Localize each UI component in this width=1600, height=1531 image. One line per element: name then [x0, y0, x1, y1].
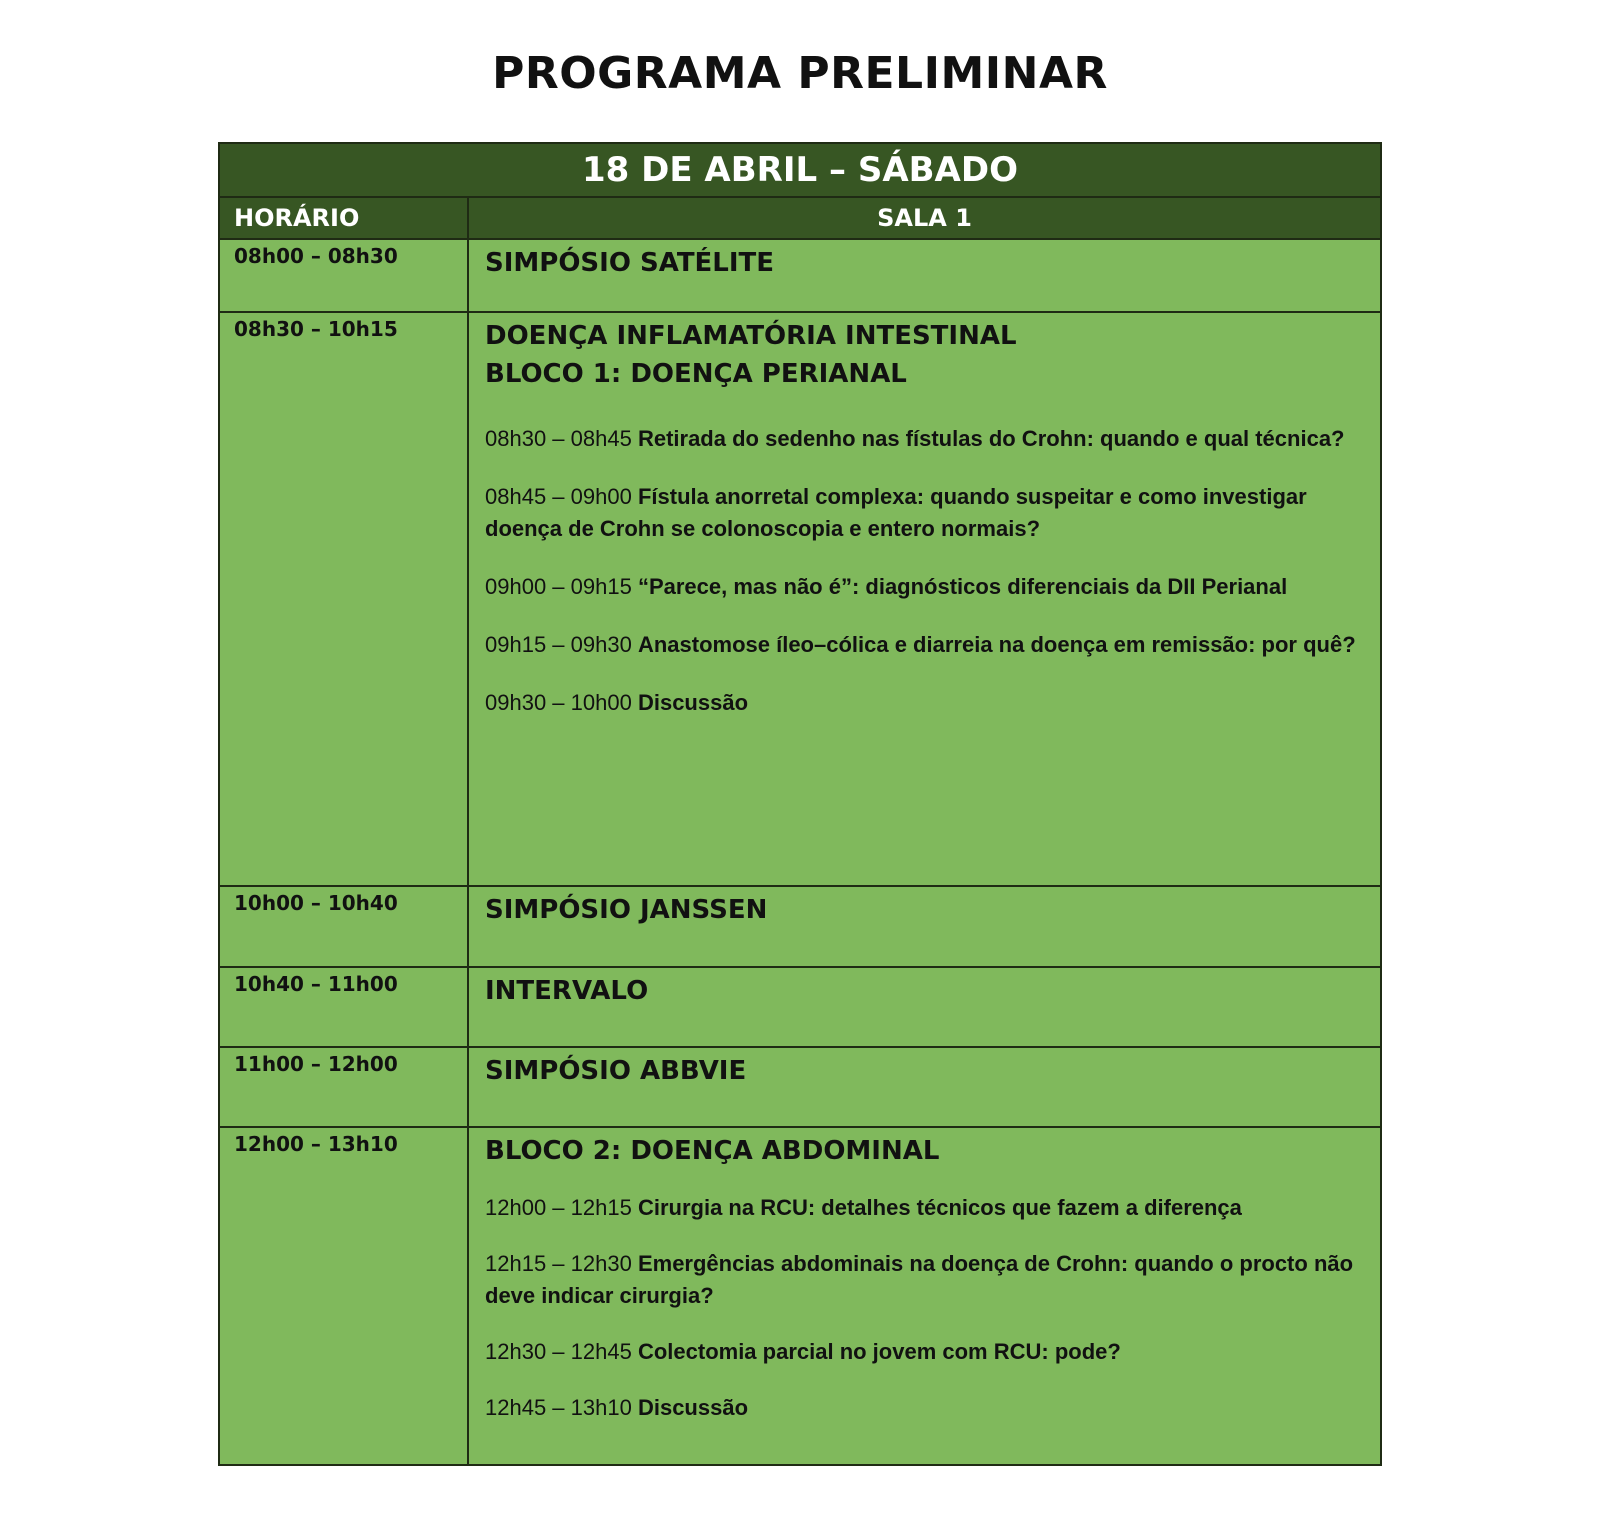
schedule-row — [219, 312, 1381, 886]
column-header-room: SALA 1 — [468, 197, 1381, 239]
talk-title: Discussão — [637, 1395, 749, 1420]
schedule-row — [219, 1047, 1381, 1127]
talk-title: Cirurgia na RCU: detalhes técnicos que fazem a diferença — [637, 1195, 1242, 1220]
talk-item — [485, 629, 1362, 661]
talk-item — [485, 1192, 1362, 1224]
talk-item — [485, 687, 1362, 719]
talk-title: Anastomose íleo–cólica e diarreia na doença em remissão: por quê? — [637, 632, 1356, 657]
schedule-row — [219, 886, 1381, 967]
talk-title: Fístula anorretal complexa: quando suspeitar e como investigar doença de Crohn se colonoscopia e entero normais? — [485, 484, 1307, 541]
row-content — [468, 886, 1381, 967]
row-time: 10h40 – 11h00 — [219, 967, 468, 1047]
page-title: PROGRAMA PRELIMINAR — [492, 48, 1108, 99]
day-header-row — [219, 143, 1381, 197]
row-content — [468, 312, 1381, 886]
talk-time: 08h45 – 09h00 — [485, 484, 632, 509]
talk-time: 12h45 – 13h10 — [485, 1395, 632, 1420]
talk-item — [485, 571, 1362, 603]
talk-item — [485, 481, 1362, 545]
column-header-time: HORÁRIO — [219, 197, 468, 239]
block-title: BLOCO 2: DOENÇA ABDOMINAL — [485, 1136, 940, 1166]
talk-title: Discussão — [637, 690, 749, 715]
talk-item — [485, 1336, 1362, 1368]
row-time: 11h00 – 12h00 — [219, 1047, 468, 1127]
column-header-row — [219, 197, 1381, 239]
schedule-row — [219, 967, 1381, 1047]
session-title: SIMPÓSIO SATÉLITE — [485, 248, 775, 278]
talk-item — [485, 1392, 1362, 1424]
talk-time: 12h00 – 12h15 — [485, 1195, 632, 1220]
talk-title: Retirada do sedenho nas fístulas do Crohn: quando e qual técnica? — [637, 426, 1345, 451]
talk-item — [485, 423, 1362, 455]
session-title: DOENÇA INFLAMATÓRIA INTESTINAL — [485, 321, 1017, 351]
day-header: 18 DE ABRIL – SÁBADO — [219, 143, 1381, 197]
talk-item — [485, 1248, 1362, 1312]
block-title: BLOCO 1: DOENÇA PERIANAL — [485, 359, 907, 389]
row-time: 08h30 – 10h15 — [219, 312, 468, 886]
schedule-row — [219, 239, 1381, 312]
row-content — [468, 1047, 1381, 1127]
schedule-table — [218, 142, 1382, 1466]
row-time: 08h00 – 08h30 — [219, 239, 468, 312]
talk-time: 12h15 – 12h30 — [485, 1251, 632, 1276]
session-title: INTERVALO — [485, 976, 649, 1006]
session-title: SIMPÓSIO ABBVIE — [485, 1056, 747, 1086]
talk-title: Colectomia parcial no jovem com RCU: pode? — [637, 1339, 1121, 1364]
row-content — [468, 239, 1381, 312]
row-time: 12h00 – 13h10 — [219, 1127, 468, 1465]
schedule-row — [219, 1127, 1381, 1465]
row-time: 10h00 – 10h40 — [219, 886, 468, 967]
talk-title: Emergências abdominais na doença de Crohn: quando o procto não deve indicar cirurgia? — [485, 1251, 1354, 1308]
row-content — [468, 967, 1381, 1047]
row-content — [468, 1127, 1381, 1465]
talk-title: “Parece, mas não é”: diagnósticos diferenciais da DII Perianal — [637, 574, 1288, 599]
talk-time: 09h00 – 09h15 — [485, 574, 632, 599]
talk-time: 09h30 – 10h00 — [485, 690, 632, 715]
talk-time: 08h30 – 08h45 — [485, 426, 632, 451]
talk-time: 12h30 – 12h45 — [485, 1339, 632, 1364]
talk-time: 09h15 – 09h30 — [485, 632, 632, 657]
session-title: SIMPÓSIO JANSSEN — [485, 895, 768, 925]
